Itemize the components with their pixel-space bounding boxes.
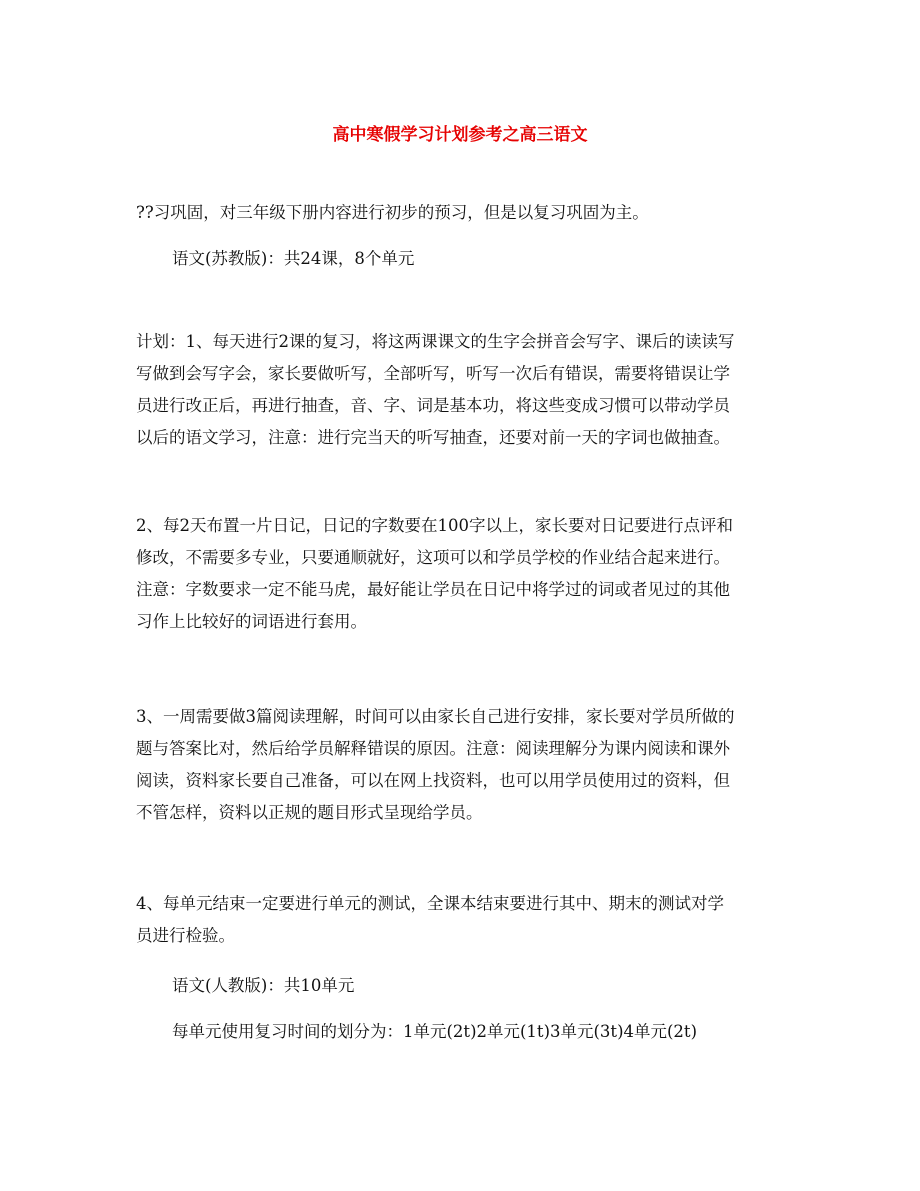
paragraph-plan-1 (136, 326, 786, 454)
paragraph-line: 语文(苏教版)：共24课，8个单元 (172, 249, 415, 268)
paragraph-line: 每单元使用复习时间的划分为：1单元(2t)2单元(1t)3单元(3t)4单元(2t) (172, 1022, 698, 1041)
paragraph-line: 语文(人教版)：共10单元 (172, 976, 355, 995)
paragraph-renjiao-version (172, 970, 792, 1002)
paragraph-plan-4 (136, 888, 786, 952)
paragraph-line: 3、一周需要做3篇阅读理解，时间可以由家长自己进行安排，家长要对学员所做的 (136, 707, 735, 726)
paragraph-plan-3 (136, 701, 786, 829)
paragraph-line: 不管怎样，资料以正规的题目形式呈现给学员。 (136, 803, 483, 822)
paragraph-line: 员进行检验。 (136, 926, 235, 945)
paragraph-line: 阅读，资料家长要自己准备，可以在网上找资料，也可以用学员使用过的资料，但 (136, 771, 730, 790)
paragraph-review-schedule (172, 1016, 792, 1048)
paragraph-line: ??习巩固，对三年级下册内容进行初步的预习，但是以复习巩固为主。 (136, 203, 649, 222)
paragraph-line: 注意：字数要求一定不能马虎，最好能让学员在日记中将学过的词或者见过的其他 (136, 580, 730, 599)
document-title: 高中寒假学习计划参考之高三语文 (332, 125, 588, 145)
paragraph-line: 题与答案比对，然后给学员解释错误的原因。注意：阅读理解分为课内阅读和课外 (136, 739, 730, 758)
paragraph-plan-2 (136, 510, 786, 638)
paragraph-line: 习作上比较好的词语进行套用。 (136, 612, 367, 631)
paragraph-line: 4、每单元结束一定要进行单元的测试，全课本结束要进行其中、期末的测试对学 (136, 894, 724, 913)
paragraph-line: 计划：1、每天进行2课的复习，将这两课课文的生字会拼音会写字、课后的读读写 (136, 332, 735, 351)
paragraph-intro (136, 197, 786, 229)
paragraph-line: 2、每2天布置一片日记，日记的字数要在100字以上，家长要对日记要进行点评和 (136, 516, 733, 535)
paragraph-line: 修改，不需要多专业，只要通顺就好，这项可以和学员学校的作业结合起来进行。 (136, 548, 730, 567)
paragraph-sujiao-version (172, 243, 792, 275)
paragraph-line: 写做到会写字会，家长要做听写，全部听写，听写一次后有错误，需要将错误让学 (136, 364, 730, 383)
paragraph-line: 员进行改正后，再进行抽查，音、字、词是基本功，将这些变成习惯可以带动学员 (136, 396, 730, 415)
paragraph-line: 以后的语文学习，注意：进行完当天的听写抽查，还要对前一天的字词也做抽查。 (136, 428, 730, 447)
